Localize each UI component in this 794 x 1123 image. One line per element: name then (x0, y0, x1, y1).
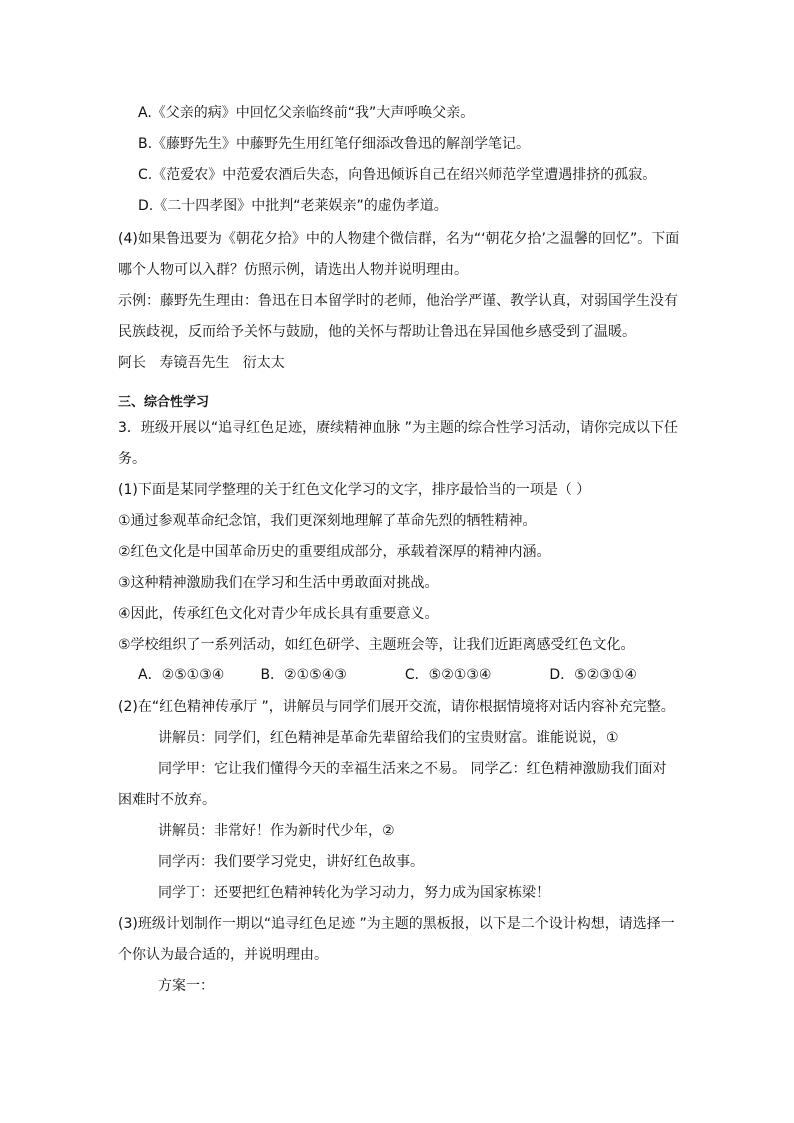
question-4-line-2: 哪个人物可以入群？仿照示例，请选出人物并说明理由。 (118, 262, 468, 278)
dialogue-line-1: 讲解员：同学们，红色精神是革命先辈留给我们的宝贵财富。谁能说说，① (158, 730, 619, 746)
sentence-2: ②红色文化是中国革命历史的重要组成部分，承载着深厚的精神内涵。 (118, 544, 551, 560)
option-c: C.《范爱农》中范爱农酒后失态，向鲁迅倾诉自己在绍兴师范学堂遭遇排挤的孤寂。 (138, 167, 657, 183)
dialogue-line-2-cont: 困难时不放弃。 (118, 792, 216, 808)
sentence-4: ④因此，传承红色文化对青少年成长具有重要意义。 (118, 606, 439, 622)
choice-b: B．②①⑤④③ (260, 667, 347, 683)
example-line-1: 示例：藤野先生理由：鲁迅在日本留学时的老师，他治学严谨、教学认真，对弱国学生没有 (118, 293, 678, 309)
sentence-3: ③这种精神激励我们在学习和生活中勇敢面对挑战。 (118, 575, 439, 591)
sub-question-2: (2)在“红色精神传承厅 ”，讲解员与同学们展开交流，请你根据情境将对话内容补充完整。 (118, 699, 675, 715)
choice-d: D．⑤②③①④ (549, 667, 637, 683)
plan-one-label: 方案一： (158, 978, 214, 994)
sub-question-3-line-2: 个你认为最合适的，并说明理由。 (118, 947, 328, 963)
example-line-2: 民族歧视，反而给予关怀与鼓励，他的关怀与帮助让鲁迅在异国他乡感受到了温暖。 (118, 324, 636, 340)
option-d: D.《二十四孝图》中批判“老莱娱亲”的虚伪孝道。 (138, 198, 448, 214)
sentence-5: ⑤学校组织了一系列活动，如红色研学、主题班会等，让我们近距离感受红色文化。 (118, 637, 635, 653)
section-heading: 三、综合性学习 (118, 395, 210, 410)
choice-c: C．⑤②①③④ (404, 667, 492, 683)
option-b: B.《藤野先生》中藤野先生用红笔仔细添改鲁迅的解剖学笔记。 (138, 136, 531, 152)
dialogue-line-5: 同学丁：还要把红色精神转化为学习动力，努力成为国家栋梁！ (158, 885, 550, 901)
choice-a: A．②⑤①③④ (138, 667, 225, 683)
sub-question-3-line-1: (3)班级计划制作一期以“追寻红色足迹 ”为主题的黑板报，以下是二个设计构想，请选择一 (118, 916, 675, 932)
question-3-line-1: 3．班级开展以“追寻红色足迹，赓续精神血脉 ”为主题的综合性学习活动，请你完成以下任 (118, 420, 678, 436)
question-4-line-1: (4)如果鲁迅要为《朝花夕拾》中的人物建个微信群，名为“‘朝花夕拾’之温馨的回忆”。下面 (118, 231, 680, 247)
dialogue-line-2: 同学甲：它让我们懂得今天的幸福生活来之不易。 同学乙：红色精神激励我们面对 (158, 761, 667, 777)
dialogue-line-4: 同学丙：我们要学习党史，讲好红色故事。 (158, 854, 424, 870)
option-a: A.《父亲的病》中回忆父亲临终前“我”大声呼唤父亲。 (138, 105, 475, 121)
sentence-1: ①通过参观革命纪念馆，我们更深刻地理解了革命先烈的牺牲精神。 (118, 513, 537, 529)
sub-question-1: (1)下面是某同学整理的关于红色文化学习的文字，排序最恰当的一项是（ ） (118, 482, 591, 498)
candidate-list: 阿长 寿镜吾先生 衍太太 (118, 355, 285, 371)
dialogue-line-3: 讲解员：非常好！作为新时代少年，② (158, 823, 395, 839)
question-3-line-2: 务。 (118, 451, 146, 467)
choice-row (138, 665, 678, 685)
